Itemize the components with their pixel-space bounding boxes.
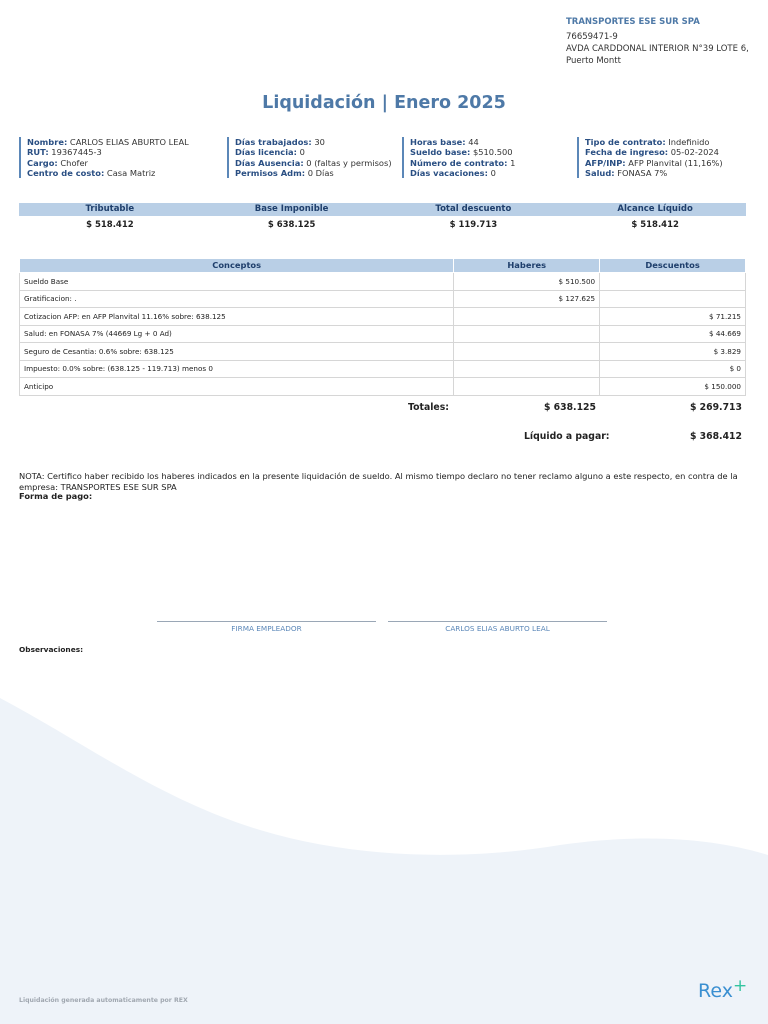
cell-descuentos: $ 71.215 xyxy=(600,308,746,326)
info-salud: Salud: FONASA 7% xyxy=(585,167,668,178)
summary-value-base-imponible: $ 638.125 xyxy=(267,220,316,230)
col-header-haberes: Haberes xyxy=(454,259,600,273)
table-row xyxy=(20,273,746,291)
forma-pago-label: Forma de pago: xyxy=(19,491,93,501)
employee-info-col1 xyxy=(19,137,189,178)
table-row xyxy=(20,325,746,343)
rex-logo-text: Rex xyxy=(698,980,733,1002)
info-cargo: Cargo: Chofer xyxy=(27,157,88,168)
summary-value-alcance-liquido: $ 518.412 xyxy=(631,220,679,230)
summary-header-tributable: Tributable xyxy=(85,204,135,214)
info-afp: AFP/INP: AFP Planvital (11,16%) xyxy=(585,157,723,168)
info-dias-vacaciones: Días vacaciones: 0 xyxy=(410,167,496,178)
info-dias-ausencia: Días Ausencia: 0 (faltas y permisos) xyxy=(235,157,392,168)
liquido-label: Líquido a pagar: xyxy=(524,431,610,442)
summary-value-total-descuento: $ 119.713 xyxy=(449,220,498,230)
totals-haberes: $ 638.125 xyxy=(543,402,596,413)
cell-haberes xyxy=(454,308,600,326)
nota-text: NOTA: Certifico haber recibido los haberes indicados en la presente liquidación de sueldo. Al mismo tiempo declaro no tener reclamo alguno a este respecto, en contra de la empresa: TRANSPORTES ESE SUR SPA xyxy=(19,471,738,492)
info-nombre: Nombre: CARLOS ELIAS ABURTO LEAL xyxy=(27,137,189,147)
col-header-conceptos: Conceptos xyxy=(20,259,454,273)
info-dias-trabajados: Días trabajados: 30 xyxy=(235,137,325,147)
cell-concept: Seguro de Cesantia: 0.6% sobre: 638.125 xyxy=(20,343,454,361)
table-row xyxy=(20,343,746,361)
cell-haberes xyxy=(454,378,600,396)
summary-values xyxy=(19,219,746,231)
cell-concept: Cotizacion AFP: en AFP Planvital 11.16% sobre: 638.125 xyxy=(20,308,454,326)
info-dias-licencia: Días licencia: 0 xyxy=(235,147,305,158)
employer-signature-line xyxy=(157,621,376,622)
table-row xyxy=(20,378,746,396)
rex-logo xyxy=(698,976,748,1002)
cell-haberes: $ 510.500 xyxy=(454,273,600,291)
totals-label: Totales: xyxy=(408,402,449,413)
employee-signature-label: CARLOS ELIAS ABURTO LEAL xyxy=(445,624,550,633)
cell-concept: Anticipo xyxy=(20,378,454,396)
table-row xyxy=(20,308,746,326)
employer-signature-label: FIRMA EMPLEADOR xyxy=(231,624,302,633)
info-fecha-ingreso: Fecha de ingreso: 05-02-2024 xyxy=(585,147,719,158)
company-address: AVDA CARDDONAL INTERIOR N°39 LOTE 6, Puerto Montt xyxy=(566,44,749,66)
concepts-table xyxy=(19,258,746,396)
summary-header-alcance-liquido: Alcance Líquido xyxy=(617,204,693,214)
summary-header-base-imponible: Base Imponible xyxy=(254,204,329,214)
footer-text: Liquidación generada automaticamente por REX xyxy=(19,997,188,1004)
cell-concept: Salud: en FONASA 7% (44669 Lg + 0 Ad) xyxy=(20,325,454,343)
cell-descuentos: $ 150.000 xyxy=(600,378,746,396)
info-sueldo-base: Sueldo base: $510.500 xyxy=(410,147,513,158)
employee-info-col3 xyxy=(402,137,515,178)
info-tipo-contrato: Tipo de contrato: Indefinido xyxy=(585,137,710,147)
liquido-value: $ 368.412 xyxy=(689,431,742,442)
cell-haberes: $ 127.625 xyxy=(454,290,600,308)
cell-descuentos xyxy=(600,290,746,308)
company-name: TRANSPORTES ESE SUR SPA xyxy=(566,17,700,27)
employee-signature-line xyxy=(388,621,607,622)
totals-descuentos: $ 269.713 xyxy=(689,402,742,413)
cell-concept: Impuesto: 0.0% sobre: (638.125 - 119.713) menos 0 xyxy=(20,360,454,378)
info-horas-base: Horas base: 44 xyxy=(410,137,479,147)
cell-descuentos: $ 44.669 xyxy=(600,325,746,343)
cell-haberes xyxy=(454,343,600,361)
employee-info-col4 xyxy=(577,137,723,178)
info-centro-costo: Centro de costo: Casa Matriz xyxy=(27,167,156,178)
cell-concept: Sueldo Base xyxy=(20,273,454,291)
company-rut: 76659471-9 xyxy=(566,32,618,42)
summary-header-total-descuento: Total descuento xyxy=(435,204,512,214)
rex-logo-plus: + xyxy=(732,976,748,996)
cell-haberes xyxy=(454,325,600,343)
cell-concept: Gratificacion: . xyxy=(20,290,454,308)
cell-haberes xyxy=(454,360,600,378)
info-numero-contrato: Número de contrato: 1 xyxy=(410,157,516,168)
cell-descuentos: $ 3.829 xyxy=(600,343,746,361)
page-title: Liquidación | Enero 2025 xyxy=(262,93,506,113)
cell-descuentos xyxy=(600,273,746,291)
summary-header xyxy=(19,203,746,216)
cell-descuentos: $ 0 xyxy=(600,360,746,378)
info-rut: RUT: 19367445-3 xyxy=(27,147,102,158)
employee-info-col2 xyxy=(227,137,392,178)
table-row xyxy=(20,360,746,378)
summary-value-tributable: $ 518.412 xyxy=(86,220,134,230)
company-header xyxy=(566,16,756,67)
info-permisos-adm: Permisos Adm: 0 Días xyxy=(235,167,334,178)
concepts-header-row xyxy=(20,259,746,273)
col-header-descuentos: Descuentos xyxy=(600,259,746,273)
observaciones-label: Observaciones: xyxy=(19,645,84,654)
table-row xyxy=(20,290,746,308)
